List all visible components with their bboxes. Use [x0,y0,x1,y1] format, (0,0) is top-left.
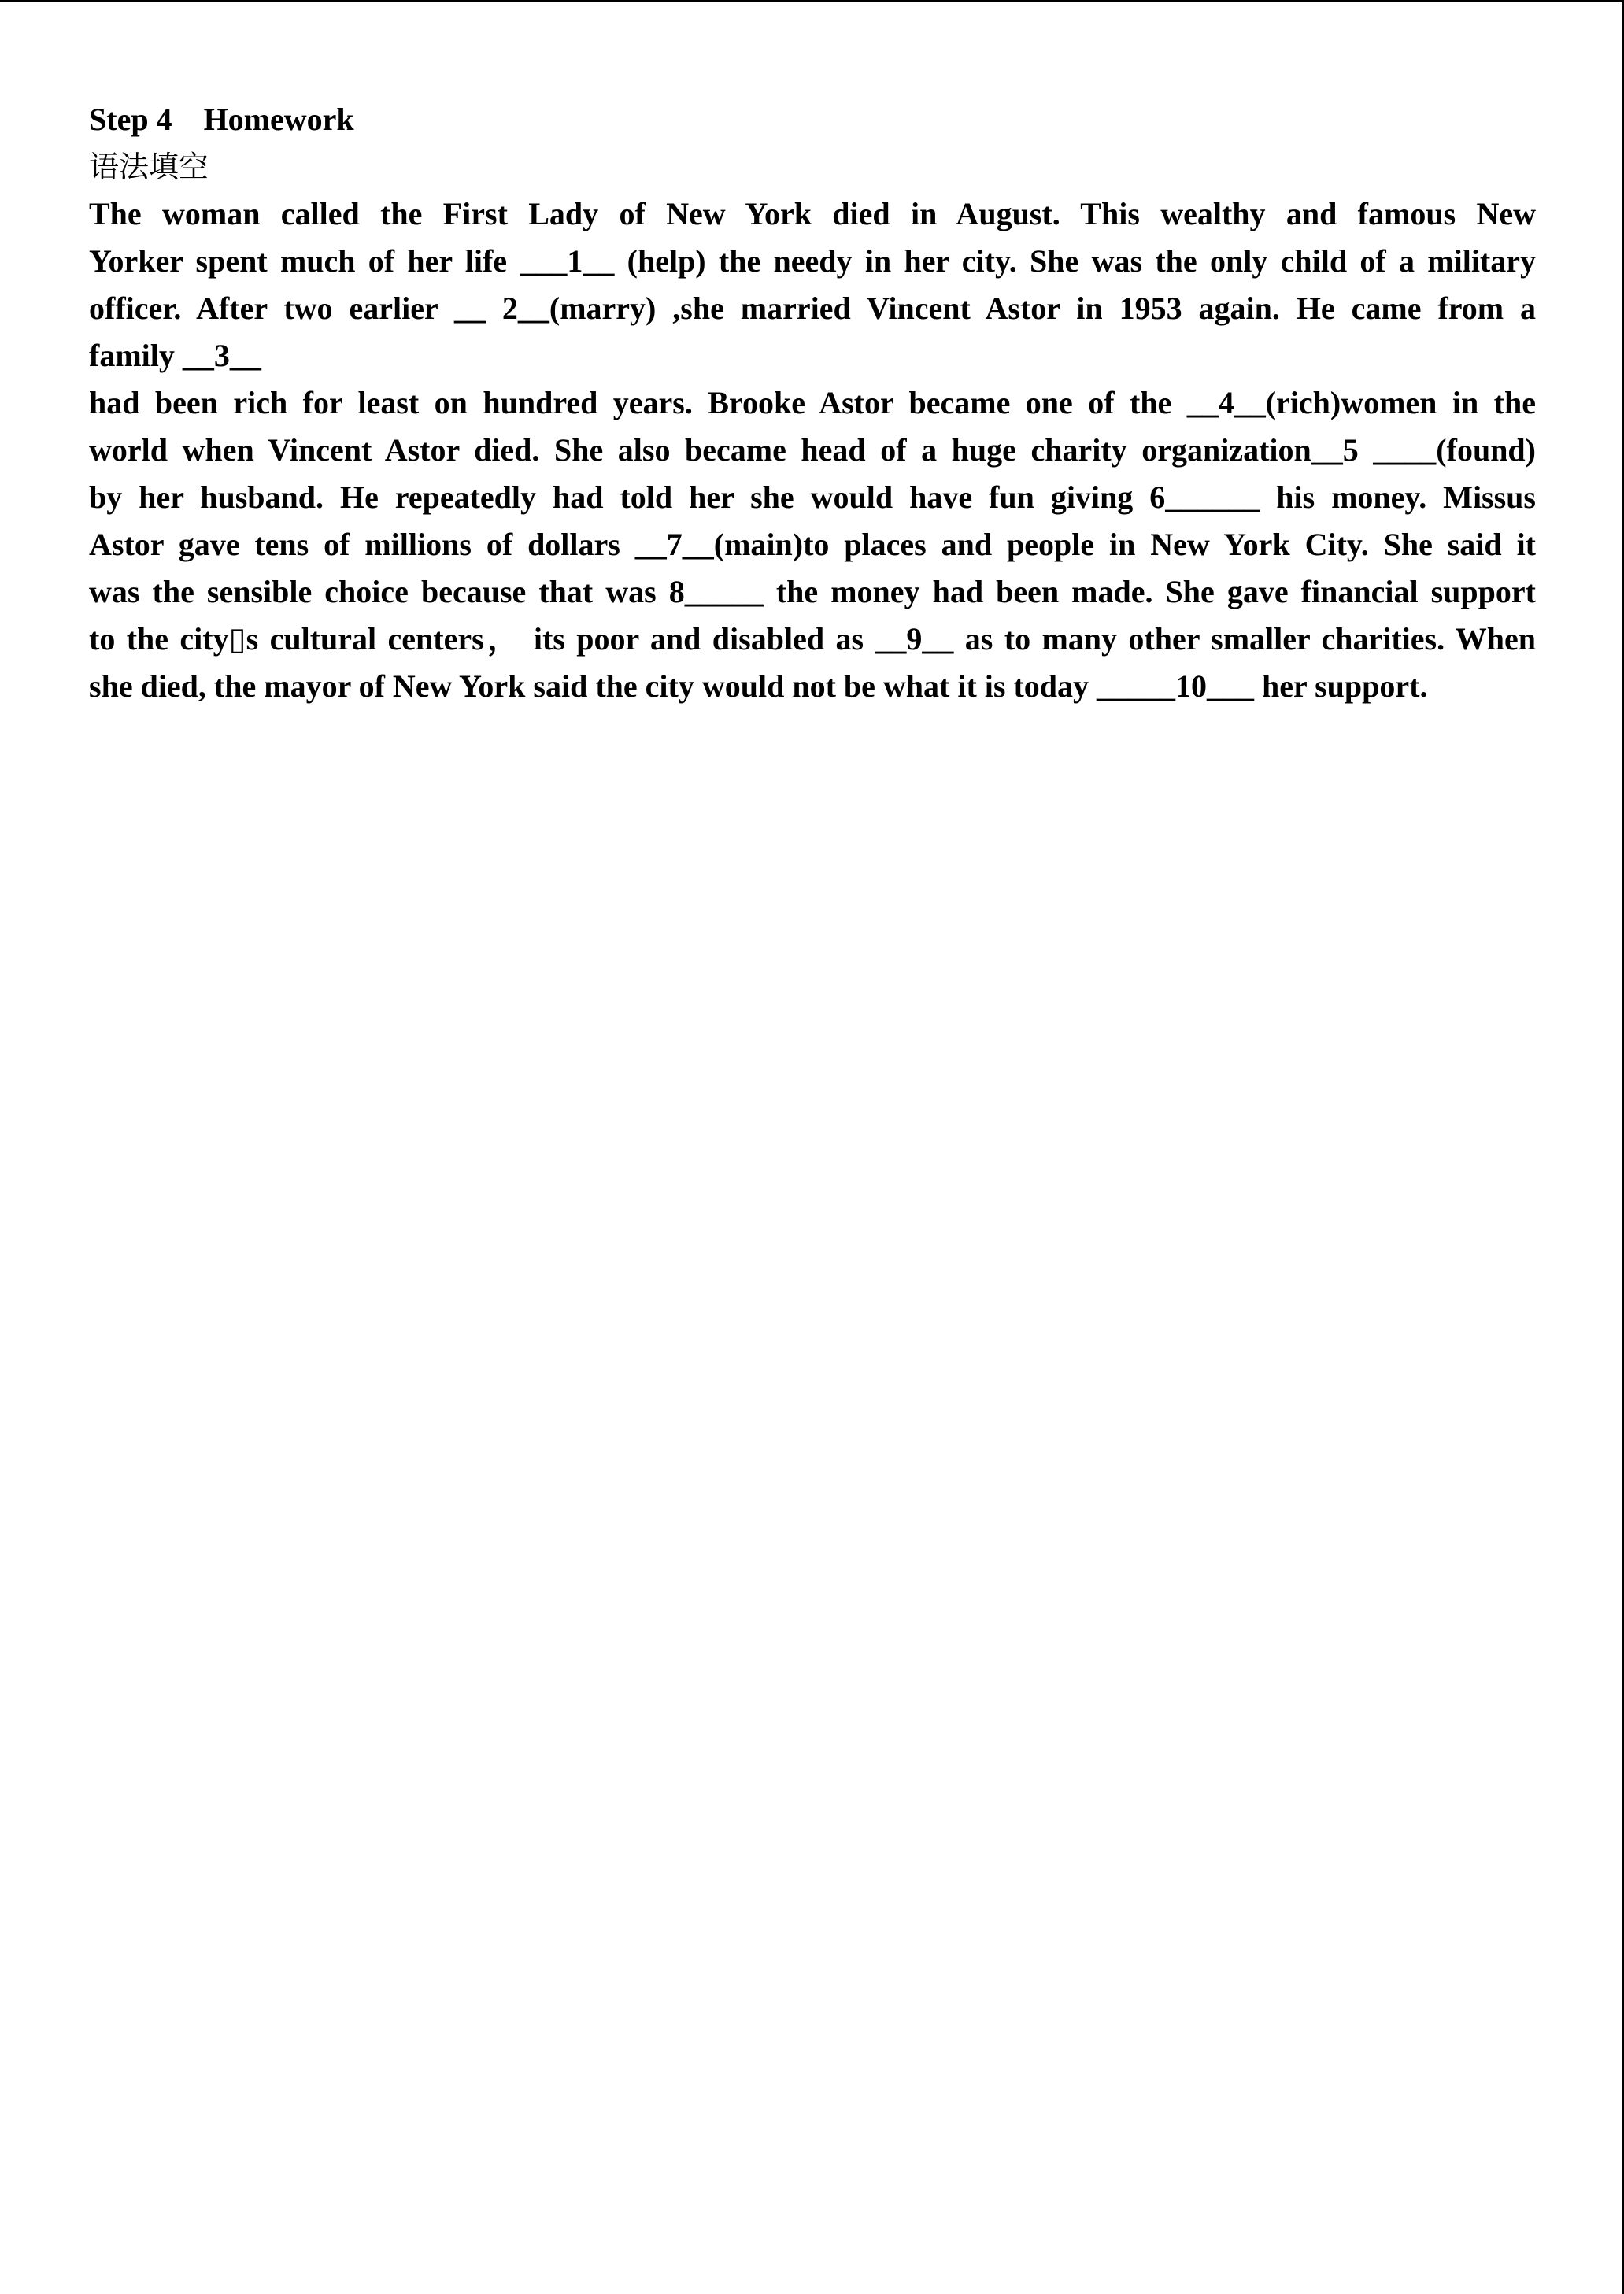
passage-line: had been rich for least on hundred years. Brooke Astor became one of the __4__(rich)women in the [89,385,1536,420]
passage-line: The woman called the First Lady of New York died in August. This wealthy and famous New [89,196,1536,231]
passage-line: Astor gave tens of millions of dollars __7__(main)to places and people in New York City. She said it [89,527,1536,562]
passage-line: officer. After two earlier __ 2__(marry) ,she married Vincent Astor in 1953 again. He came from a [89,290,1536,326]
passage-line: Yorker spent much of her life ___1__ (help) the needy in her city. She was the only child of a military [89,243,1536,279]
passage-line: family __3__ [89,338,261,373]
section-heading: Step 4 Homework [89,102,354,137]
homework-section [89,96,1536,710]
passage-line: to the city▯s cultural centers， its poor and disabled as __9__ as to many other smaller charities. When [89,621,1536,657]
passage-line: by her husband. He repeatedly had told her she would have fun giving 6______ his money. Missus [89,479,1536,515]
cloze-passage [89,191,1536,710]
exercise-type-label: 语法填空 [89,150,209,184]
passage-line: was the sensible choice because that was 8_____ the money had been made. She gave financial support [89,574,1536,609]
passage-line: she died, the mayor of New York said the city would not be what it is today _____10___ her support. [89,668,1428,704]
passage-line: world when Vincent Astor died. She also became head of a huge charity organization__5 ____(found) [89,432,1536,468]
